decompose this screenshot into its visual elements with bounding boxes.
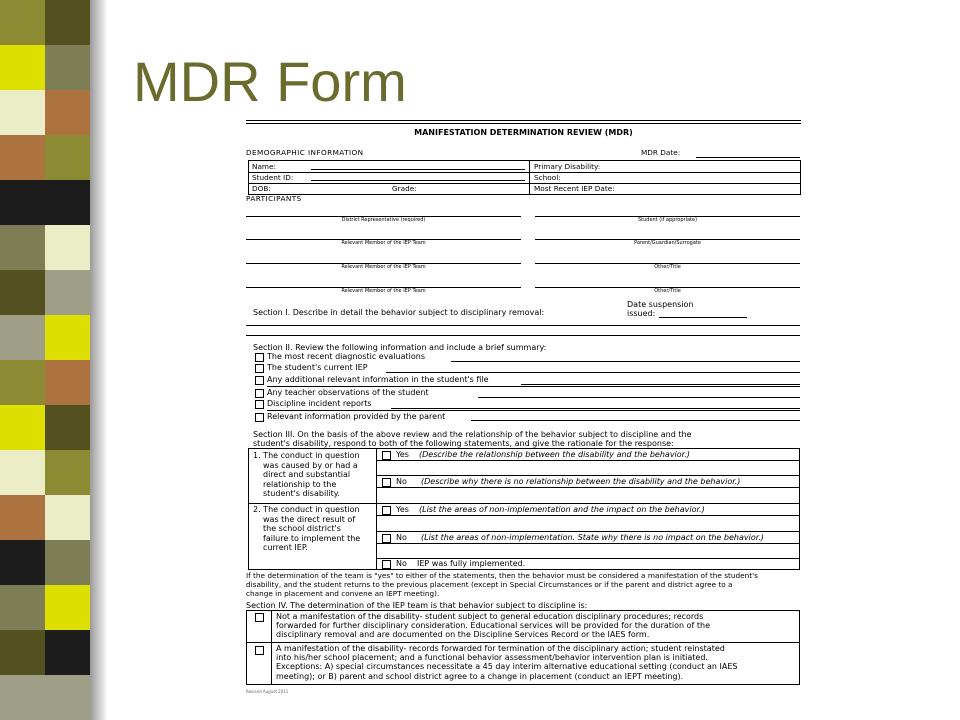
strip-square <box>45 450 90 495</box>
question-2: 2. The conduct in question was the direct result of the school district's failure to implement the current IEP. <box>253 505 361 552</box>
q1-yes-checkbox[interactable] <box>382 451 391 460</box>
item-parent-info: Relevant information provided by the parent <box>267 412 446 421</box>
participants-heading: PARTICIPANTS <box>246 194 302 203</box>
section-3-table <box>248 448 800 570</box>
date-suspension-label: Date suspension <box>627 300 694 309</box>
strip-square <box>0 495 45 540</box>
section-1-text: Section I. Describe in detail the behavior subject to disciplinary removal: <box>253 308 545 317</box>
student-id-label: Student ID: <box>252 173 294 182</box>
q1-no-checkbox[interactable] <box>382 478 391 487</box>
strip-square <box>0 0 45 45</box>
strip-square <box>45 495 90 540</box>
participant-left-2: Relevant Member of the IEP Team <box>341 240 426 246</box>
strip-square <box>0 540 45 585</box>
strip-square <box>0 450 45 495</box>
item-teacher-observations: Any teacher observations of the student <box>267 388 429 397</box>
school-label: School: <box>534 173 561 182</box>
checkbox-current-iep[interactable] <box>255 364 264 373</box>
strip-square <box>0 315 45 360</box>
item-current-iep: The student's current IEP <box>267 363 368 372</box>
section-3-heading-1: Section III. On the basis of the above review and the relationship of the behavior subject to discipline and the <box>253 430 692 439</box>
strip-square <box>45 675 90 720</box>
strip-shadow <box>90 0 108 720</box>
q2-no-checkbox[interactable] <box>382 534 391 543</box>
q1-yes-label: Yes <box>396 450 409 459</box>
q2-yes-note: (List the areas of non-implementation and the impact on the behavior.) <box>419 505 705 514</box>
q2-yes-checkbox[interactable] <box>382 506 391 515</box>
strip-square <box>0 585 45 630</box>
slide-title: MDR Form <box>133 50 407 113</box>
strip-square <box>0 90 45 135</box>
strip-square <box>0 405 45 450</box>
checkbox-parent-info[interactable] <box>255 413 264 422</box>
strip-square <box>45 405 90 450</box>
manifestation-checkbox[interactable] <box>255 646 264 655</box>
strip-square <box>45 585 90 630</box>
question-1: 1. The conduct in question was caused by or had a direct and substantial relationship to the student's disability. <box>253 451 360 498</box>
q2-no-label: No <box>396 533 407 542</box>
q2-yes-label: Yes <box>396 505 409 514</box>
primary-disability-label: Primary Disability: <box>534 162 601 171</box>
strip-square <box>45 135 90 180</box>
q2-no-note: (List the areas of non-implementation. State why there is no impact on the behavior.) <box>421 533 764 542</box>
mdr-form <box>246 120 801 695</box>
strip-square <box>45 180 90 225</box>
manifestation-text: A manifestation of the disability- records forwarded for termination of the disciplinary action; student reinstated into his/her school placement; and a functional behavior assessment/behavior intervention plan is initiated. Exceptions: A) special circumstances necessitate a 45 day interim alternative educational setting (conduct an IAES meeting); or B) parent and school district agree to a change in placement (conduct an IEPT meeting). <box>276 644 738 681</box>
date-issued-line <box>659 317 747 318</box>
strip-square <box>0 180 45 225</box>
grade-label: Grade: <box>392 184 417 193</box>
strip-square <box>0 270 45 315</box>
mdr-date-label: MDR Date: <box>641 148 681 157</box>
strip-square <box>0 675 45 720</box>
name-line <box>311 169 525 170</box>
checkbox-additional-info[interactable] <box>255 376 264 385</box>
strip-square <box>45 90 90 135</box>
strip-square <box>45 630 90 675</box>
checkbox-teacher-observations[interactable] <box>255 389 264 398</box>
strip-square <box>0 135 45 180</box>
recent-iep-date-label: Most Recent IEP Date: <box>534 184 615 193</box>
q1-yes-note: (Describe the relationship between the disability and the behavior.) <box>419 450 690 459</box>
name-label: Name: <box>252 162 276 171</box>
checkbox-discipline-reports[interactable] <box>255 400 264 409</box>
participant-right-2: Parent/Guardian/Surrogate <box>634 240 701 246</box>
form-top-rule-2 <box>246 123 801 124</box>
student-id-line <box>311 180 525 181</box>
strip-square <box>45 225 90 270</box>
checkbox-diagnostic[interactable] <box>255 353 264 362</box>
demographic-heading: DEMOGRAPHIC INFORMATION <box>246 148 364 157</box>
not-manifestation-checkbox[interactable] <box>255 613 264 622</box>
q1-no-label: No <box>396 477 407 486</box>
section-4-heading: Section IV. The determination of the IEP team is that behavior subject to discipline is: <box>246 601 588 610</box>
strip-square <box>45 315 90 360</box>
participant-left-4: Relevant Member of the IEP Team <box>341 288 426 294</box>
q1-no-note: (Describe why there is no relationship between the disability and the behavior.) <box>421 477 741 486</box>
strip-square <box>45 360 90 405</box>
mdr-date-line <box>696 157 800 158</box>
dob-label: DOB: <box>252 184 271 193</box>
participant-left-3: Relevant Member of the IEP Team <box>341 264 426 270</box>
strip-square <box>0 360 45 405</box>
section-4-table <box>246 610 800 685</box>
strip-square <box>0 630 45 675</box>
form-top-rule <box>246 120 801 121</box>
section-3-heading-2: student's disability, respond to both of the following statements, and give the rationale for the response: <box>253 439 674 448</box>
participant-right-4: Other/Title <box>654 288 681 294</box>
item-discipline-reports: Discipline incident reports <box>267 399 372 408</box>
q2-fully-implemented-checkbox[interactable] <box>382 560 391 569</box>
strip-square <box>45 0 90 45</box>
strip-square <box>45 270 90 315</box>
q2-no2-label: No <box>396 559 407 568</box>
section-3-note: If the determination of the team is "yes" to either of the statements, then the behavior must be considered a manifestation of the student's disability, and the student returns to the previous placement (except in Special Circumstances or if the parent and district agree to a change in placement and convene an IEPT meeting). <box>246 571 758 598</box>
strip-square <box>45 540 90 585</box>
form-title: MANIFESTATION DETERMINATION REVIEW (MDR) <box>414 128 633 137</box>
date-issued-label: issued: <box>627 309 656 318</box>
revised-footer: Revised August 2011 <box>246 689 289 694</box>
demographic-box <box>248 160 801 195</box>
decorative-side-strip <box>0 0 108 720</box>
strip-square <box>0 225 45 270</box>
strip-square <box>45 45 90 90</box>
q2-fully-implemented-note: IEP was fully implemented. <box>417 559 526 568</box>
participant-right-1: Student (if appropriate) <box>637 217 698 223</box>
strip-square <box>0 45 45 90</box>
item-diagnostic: The most recent diagnostic evaluations <box>267 352 426 361</box>
participant-left-1: District Representative (required) <box>341 217 426 223</box>
participant-right-3: Other/Title <box>654 264 681 270</box>
not-manifestation-text: Not a manifestation of the disability- student subject to general education disciplinary procedures; records forwarded for further disciplinary consideration. Educational services will be provided for the duration of the disciplinary removal and are documented on the Discipline Services Record or the IAES form. <box>276 612 711 640</box>
section-2-heading: Section II. Review the following information and include a brief summary: <box>253 343 547 352</box>
item-additional-info: Any additional relevant information in the student's file <box>267 375 489 384</box>
